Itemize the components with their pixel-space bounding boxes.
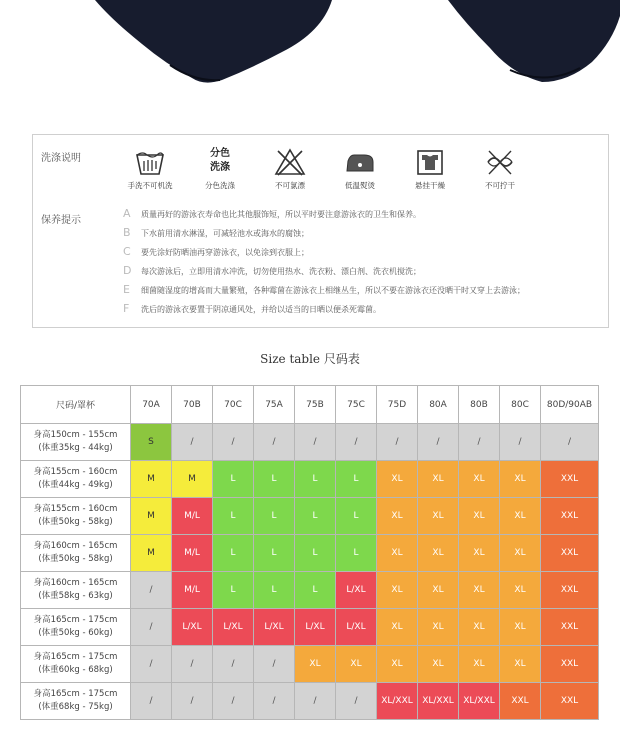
size-cell: XL/XXL xyxy=(418,683,459,720)
size-cell: XXL xyxy=(541,535,599,572)
row-weight-range: (体重60kg - 68kg) xyxy=(38,665,113,675)
size-cell: XL xyxy=(418,646,459,683)
row-weight-range: (体重44kg - 49kg) xyxy=(38,480,113,490)
hand-wash-item xyxy=(117,147,183,191)
table-body xyxy=(21,424,599,720)
size-cell: L/XL xyxy=(254,609,295,646)
size-cell: XXL xyxy=(541,609,599,646)
row-label xyxy=(21,424,131,461)
column-header: 80C xyxy=(500,386,541,424)
size-cell: L xyxy=(254,572,295,609)
size-cell: XL xyxy=(459,498,500,535)
size-table-title: Size table 尺码表 xyxy=(260,352,360,366)
row-height-range: 身高165cm - 175cm xyxy=(33,652,118,662)
row-weight-range: (体重50kg - 60kg) xyxy=(38,628,113,638)
column-header: 80D/90AB xyxy=(541,386,599,424)
size-cell: / xyxy=(131,646,172,683)
size-cell: M xyxy=(131,461,172,498)
row-label xyxy=(21,646,131,683)
size-cell: / xyxy=(254,683,295,720)
size-cell: M/L xyxy=(172,572,213,609)
size-cell: / xyxy=(172,646,213,683)
size-cell: L/XL xyxy=(336,609,377,646)
size-cell: / xyxy=(213,424,254,461)
column-header: 75B xyxy=(295,386,336,424)
size-cell: XXL xyxy=(541,646,599,683)
size-cell: M xyxy=(131,498,172,535)
table-header-row xyxy=(21,386,599,424)
size-cell: L xyxy=(295,572,336,609)
row-label xyxy=(21,572,131,609)
tip-text: 要先涂好防晒油再穿游泳衣，以免涂到衣服上； xyxy=(141,248,309,257)
size-cell: / xyxy=(500,424,541,461)
separate-wash-icon xyxy=(205,147,235,177)
size-cell: XL xyxy=(500,461,541,498)
column-header: 80A xyxy=(418,386,459,424)
size-cell: XL xyxy=(377,535,418,572)
hand-wash-icon xyxy=(134,147,166,177)
tip-item xyxy=(123,264,421,282)
size-cell: XL xyxy=(459,572,500,609)
tip-text: 洗后的游泳衣要置于阴凉通风处，并给以适当的日晒以便杀死霉菌。 xyxy=(141,305,381,314)
tip-letter: A xyxy=(123,207,131,220)
size-cell: XL xyxy=(377,498,418,535)
size-cell: XL xyxy=(418,498,459,535)
row-height-range: 身高155cm - 160cm xyxy=(33,467,118,477)
tip-letter: C xyxy=(123,245,131,258)
tip-item xyxy=(123,207,421,225)
tip-item xyxy=(123,302,381,320)
size-cell: XL/XXL xyxy=(459,683,500,720)
row-weight-range: (体重50kg - 58kg) xyxy=(38,554,113,564)
size-cell: / xyxy=(336,424,377,461)
header-label-cell: 尺码/罩杯 xyxy=(21,386,131,424)
hang-dry-item xyxy=(397,147,463,191)
size-cell: XL xyxy=(418,461,459,498)
size-cell: M/L xyxy=(172,498,213,535)
row-label xyxy=(21,535,131,572)
size-cell: L xyxy=(213,498,254,535)
size-cell: XXL xyxy=(541,498,599,535)
size-cell: XL xyxy=(418,609,459,646)
tip-letter: B xyxy=(123,226,131,239)
size-cell: L xyxy=(295,461,336,498)
product-photo xyxy=(0,0,620,95)
size-cell: XL xyxy=(500,498,541,535)
care-icons xyxy=(117,147,537,195)
column-header: 70A xyxy=(131,386,172,424)
separate-wash-label: 分色洗涤 xyxy=(205,181,235,190)
size-cell: XXL xyxy=(500,683,541,720)
size-cell: / xyxy=(172,424,213,461)
size-cell: XL xyxy=(377,461,418,498)
row-height-range: 身高160cm - 165cm xyxy=(33,578,118,588)
size-cell: M/L xyxy=(172,535,213,572)
tip-letter: F xyxy=(123,302,130,315)
table-row xyxy=(21,572,599,609)
column-header: 70C xyxy=(213,386,254,424)
tip-text: 下水前用清水淋湿，可减轻池水或海水的腐蚀； xyxy=(141,229,309,238)
size-cell: XL xyxy=(500,646,541,683)
low-temp-iron-icon xyxy=(344,147,376,177)
column-header: 70B xyxy=(172,386,213,424)
size-cell: XL/XXL xyxy=(377,683,418,720)
row-weight-range: (体重68kg - 75kg) xyxy=(38,702,113,712)
row-label xyxy=(21,461,131,498)
size-cell: / xyxy=(213,683,254,720)
table-row xyxy=(21,424,599,461)
size-cell: XXL xyxy=(541,572,599,609)
size-cell: L xyxy=(213,535,254,572)
separate-wash-symbol-line1: 分色 xyxy=(210,148,230,159)
tip-letter: D xyxy=(123,264,132,277)
no-bleach-item xyxy=(257,147,323,191)
no-wring-icon xyxy=(484,147,516,177)
row-label xyxy=(21,498,131,535)
tip-item xyxy=(123,283,525,301)
row-weight-range: (体重50kg - 58kg) xyxy=(38,517,113,527)
size-cell: XXL xyxy=(541,461,599,498)
tip-letter: E xyxy=(123,283,130,296)
size-cell: L xyxy=(254,498,295,535)
size-cell: S xyxy=(131,424,172,461)
size-cell: L xyxy=(254,535,295,572)
size-cell: L xyxy=(295,498,336,535)
size-cell: / xyxy=(295,683,336,720)
washing-instructions-title: 洗涤说明 xyxy=(41,153,81,164)
no-bleach-icon xyxy=(274,147,306,177)
hand-wash-label: 手洗不可机洗 xyxy=(127,181,173,190)
size-cell: XL xyxy=(377,646,418,683)
column-header: 75D xyxy=(377,386,418,424)
size-cell: / xyxy=(213,646,254,683)
row-height-range: 身高155cm - 160cm xyxy=(33,504,118,514)
row-weight-range: (体重58kg - 63kg) xyxy=(38,591,113,601)
row-weight-range: (体重35kg - 44kg) xyxy=(38,443,113,453)
size-cell: / xyxy=(172,683,213,720)
row-height-range: 身高160cm - 165cm xyxy=(33,541,118,551)
table-row xyxy=(21,683,599,720)
low-temp-iron-label: 低温熨烫 xyxy=(345,181,375,190)
size-cell: / xyxy=(336,683,377,720)
column-header: 75A xyxy=(254,386,295,424)
tip-item xyxy=(123,245,309,263)
size-cell: XL xyxy=(418,572,459,609)
row-height-range: 身高165cm - 175cm xyxy=(33,615,118,625)
table-row xyxy=(21,461,599,498)
size-cell: L xyxy=(213,572,254,609)
table-row xyxy=(21,535,599,572)
size-cell: XL xyxy=(459,461,500,498)
size-cell: M xyxy=(172,461,213,498)
row-label xyxy=(21,609,131,646)
size-cell: / xyxy=(459,424,500,461)
size-cell: / xyxy=(131,683,172,720)
size-cell: XL xyxy=(459,646,500,683)
tip-text: 每次游泳后，立即用清水冲洗，切勿使用热水、洗衣粉、漂白剂、洗衣机搅洗； xyxy=(141,267,421,276)
size-cell: / xyxy=(418,424,459,461)
size-cell: / xyxy=(131,572,172,609)
size-cell: / xyxy=(295,424,336,461)
size-cell: L/XL xyxy=(172,609,213,646)
row-height-range: 身高165cm - 175cm xyxy=(33,689,118,699)
size-cell: L/XL xyxy=(213,609,254,646)
size-cell: L/XL xyxy=(295,609,336,646)
size-cell: / xyxy=(377,424,418,461)
column-header: 80B xyxy=(459,386,500,424)
size-cell: XXL xyxy=(541,683,599,720)
size-cell: XL xyxy=(459,535,500,572)
size-cell: XL xyxy=(377,572,418,609)
size-cell: L/XL xyxy=(336,572,377,609)
row-label xyxy=(21,683,131,720)
column-header: 75C xyxy=(336,386,377,424)
table-row xyxy=(21,646,599,683)
size-cell: L xyxy=(213,461,254,498)
separate-wash-item xyxy=(187,147,253,191)
table-row xyxy=(21,609,599,646)
no-bleach-label: 不可氯漂 xyxy=(275,181,305,190)
size-cell: / xyxy=(254,424,295,461)
size-cell: XL xyxy=(500,535,541,572)
size-cell: L xyxy=(336,498,377,535)
size-cell: XL xyxy=(336,646,377,683)
size-cell: XL xyxy=(418,535,459,572)
row-height-range: 身高150cm - 155cm xyxy=(33,430,118,440)
separate-wash-symbol-line2: 洗涤 xyxy=(210,162,230,173)
no-wring-label: 不可拧干 xyxy=(485,181,515,190)
size-cell: XL xyxy=(500,572,541,609)
size-cell: M xyxy=(131,535,172,572)
size-cell: L xyxy=(336,461,377,498)
size-table xyxy=(20,385,599,720)
care-tips-title: 保养提示 xyxy=(41,215,81,226)
size-cell: XL xyxy=(377,609,418,646)
size-cell: L xyxy=(254,461,295,498)
hang-dry-label: 悬挂干燥 xyxy=(415,181,445,190)
size-cell: XL xyxy=(459,609,500,646)
tip-text: 细菌随湿度的增高而大量繁殖，各种霉菌在游泳衣上相继丛生，所以不要在游泳衣还没晒干时又穿上去游泳； xyxy=(141,286,525,295)
size-cell: L xyxy=(295,535,336,572)
size-cell: / xyxy=(254,646,295,683)
size-cell: / xyxy=(131,609,172,646)
tip-text: 质量再好的游泳衣寿命也比其他服饰短，所以平时要注意游泳衣的卫生和保养。 xyxy=(141,210,421,219)
tip-item xyxy=(123,226,309,244)
size-cell: / xyxy=(541,424,599,461)
size-cell: XL xyxy=(295,646,336,683)
low-temp-iron-item xyxy=(327,147,393,191)
table-row xyxy=(21,498,599,535)
hang-dry-icon xyxy=(414,147,446,177)
size-cell: L xyxy=(336,535,377,572)
care-panel xyxy=(32,134,609,328)
size-cell: XL xyxy=(500,609,541,646)
no-wring-item xyxy=(467,147,533,191)
